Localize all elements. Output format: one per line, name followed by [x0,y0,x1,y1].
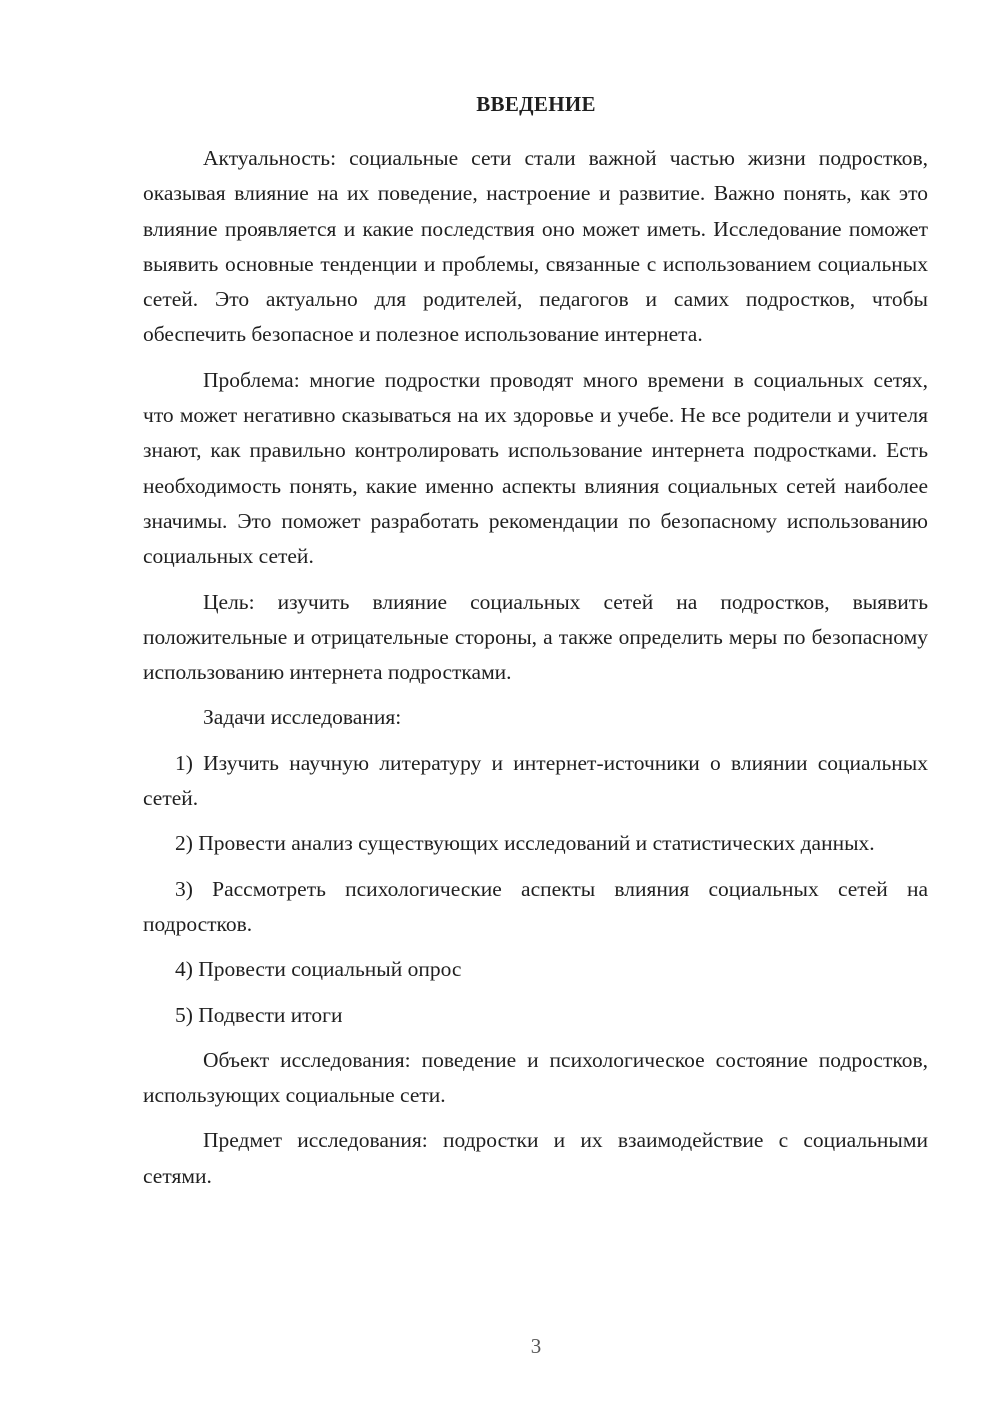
paragraph-goal: Цель: изучить влияние социальных сетей на подростков, выявить положительные и отрицательные стороны, а также определить меры по безопасному использованию интернета подростками. [143,589,928,685]
list-item: 2) Провести анализ существующих исследований и статистических данных. [175,831,875,856]
paragraph-subject: Предмет исследования: подростки и их взаимодействие с социальными сетями. [143,1128,928,1188]
paragraph-object: Объект исследования: поведение и психологическое состояние подростков, использующих социальные сети. [143,1047,928,1108]
tasks-heading: Задачи исследования: [203,705,402,730]
list-item: 1) Изучить научную литературу и интернет-источники о влиянии социальных сетей. [143,750,928,811]
page-title: ВВЕДЕНИЕ [476,92,596,116]
list-item: 4) Провести социальный опрос [175,957,462,982]
document-body [143,141,928,1194]
paragraph-relevance: Актуальность: социальные сети стали важной частью жизни подростков, оказывая влияние на их поведение, настроение и развитие. Важно понять, как это влияние проявляется и какие последствия оно может иметь. Исследование поможет выявить основные тенденции и проблемы, связанные с использованием социальных сетей. Это актуально для родителей, педагогов и самих подростков, чтобы обеспечить безопасное и полезное использование интернета. [143,146,928,347]
list-item: 5) Подвести итоги [175,1002,343,1027]
tasks-list [143,746,928,1033]
paragraph-problem: Проблема: многие подростки проводят много времени в социальных сетях, что может негативно сказываться на их здоровье и учебе. Не все родители и учителя знают, как правильно контролировать использование интернета подростками. Есть необходимость понять, какие именно аспекты влияния социальных сетей наиболее значимы. Это поможет разработать рекомендации по безопасному использованию социальных сетей. [143,367,928,569]
page-number: 3 [530,1334,542,1358]
list-item: 3) Рассмотреть психологические аспекты влияния социальных сетей на подростков. [143,876,928,936]
